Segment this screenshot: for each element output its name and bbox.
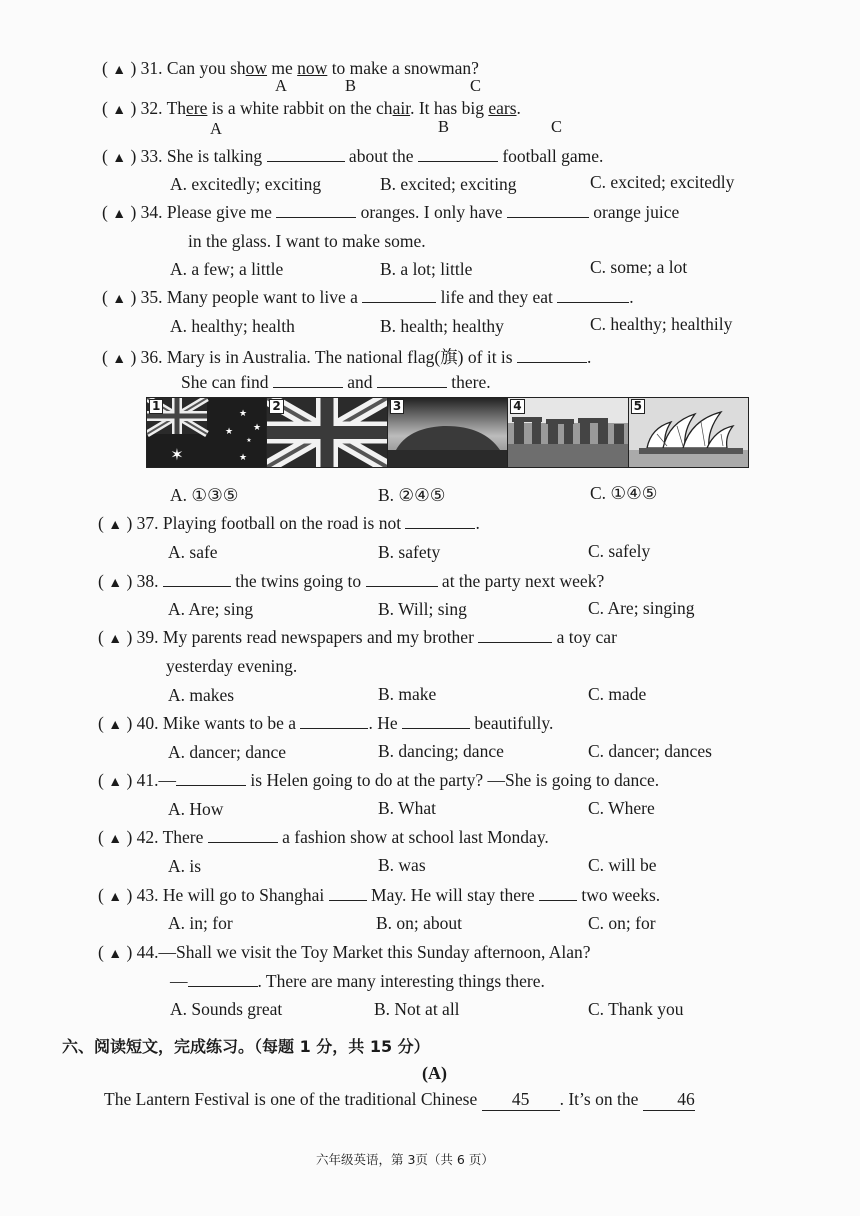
- option-b: B. health; healthy: [380, 316, 504, 336]
- option-c: C. Thank you: [588, 999, 684, 1019]
- question-39-line2: yesterday evening.: [166, 656, 298, 676]
- answer-triangle: ▲: [108, 947, 123, 962]
- option-b: B. on; about: [376, 913, 463, 933]
- answer-triangle: ▲: [112, 352, 127, 367]
- letter-a: A: [275, 76, 287, 95]
- option-c: C. dancer; dances: [588, 741, 712, 761]
- uluru-picture: 3: [388, 398, 508, 467]
- answer-triangle: ▲: [108, 718, 123, 733]
- option-a: A. excitedly; exciting: [170, 174, 322, 194]
- option-c: C. Are; singing: [588, 598, 695, 618]
- answer-blank: [176, 771, 246, 786]
- option-c: C. made: [588, 684, 647, 704]
- answer-blank: [163, 572, 231, 587]
- answer-blank: [418, 147, 498, 162]
- page-footer: 六年级英语，第 3页（共 6 页）: [316, 1152, 494, 1167]
- answer-blank: [273, 373, 343, 388]
- svg-text:✶: ✶: [170, 447, 184, 464]
- question-36: ( ▲ ) 36. Mary is in Australia. The national flag(旗) of it is .: [102, 347, 592, 367]
- answer-blank: [377, 373, 447, 388]
- uluru-rock-icon: [388, 398, 508, 467]
- option-c: C. excited; excitedly: [590, 172, 735, 192]
- option-c: C. on; for: [588, 913, 656, 933]
- option-b: B. Not at all: [374, 999, 460, 1019]
- letter-c: C: [551, 117, 563, 136]
- question-38: ( ▲ ) 38. the twins going to at the party next week?: [98, 571, 605, 591]
- question-42: ( ▲ ) 42. There a fashion show at school last Monday.: [98, 827, 549, 847]
- sydney-opera-house-icon: [629, 398, 748, 467]
- answer-blank: [402, 714, 470, 729]
- answer-blank: [517, 348, 587, 363]
- option-a: A. Sounds great: [170, 999, 283, 1019]
- svg-text:★: ★: [252, 422, 262, 432]
- question-35: ( ▲ ) 35. Many people want to live a life and they eat .: [102, 287, 634, 307]
- question-43: ( ▲ ) 43. He will go to Shanghai May. He will stay there two weeks.: [98, 885, 661, 905]
- section-heading: 六、阅读短文，完成练习。（每题 1 分，共 15 分）: [62, 1037, 430, 1056]
- option-b: B. Will; sing: [378, 599, 467, 619]
- question-44-line2: — . There are many interesting things there.: [170, 971, 545, 991]
- option-a: A. ①③⑤: [170, 485, 239, 505]
- answer-blank: [405, 514, 475, 529]
- australia-flag-picture: 1 ✶ ★ ★ ★ ★ ★: [147, 398, 267, 467]
- question-31: ( ▲ ) 31. Can you show me now to make a snowman?: [102, 58, 479, 78]
- question-34: ( ▲ ) 34. Please give me oranges. I only have orange juice: [102, 202, 680, 222]
- question-36-line2: She can find and there.: [181, 372, 491, 392]
- passage-line: The Lantern Festival is one of the traditional Chinese 45 . It’s on the 46: [104, 1089, 695, 1109]
- answer-triangle: ▲: [112, 292, 127, 307]
- stonehenge-icon: [508, 398, 628, 467]
- answer-triangle: ▲: [108, 576, 123, 591]
- picture-strip: [146, 397, 749, 468]
- option-a: A. How: [168, 799, 224, 819]
- letter-b: B: [345, 76, 357, 95]
- answer-blank: [362, 288, 436, 303]
- option-b: B. a lot; little: [380, 259, 473, 279]
- question-32: ( ▲ ) 32. There is a white rabbit on the chair. It has big ears.: [102, 98, 521, 118]
- answer-triangle: ▲: [108, 632, 123, 647]
- question-40: ( ▲ ) 40. Mike wants to be a . He beautifully.: [98, 713, 554, 733]
- question-41: ( ▲ ) 41.— is Helen going to do at the party? —She is going to dance.: [98, 770, 660, 790]
- answer-triangle: ▲: [112, 207, 127, 222]
- question-37: ( ▲ ) 37. Playing football on the road is not .: [98, 513, 480, 533]
- blank-46: 46: [643, 1089, 695, 1111]
- question-34-line2: in the glass. I want to make some.: [188, 231, 426, 251]
- option-c: C. will be: [588, 855, 657, 875]
- answer-blank: [300, 714, 368, 729]
- option-a: A. dancer; dance: [168, 742, 287, 762]
- option-a: A. Are; sing: [168, 599, 254, 619]
- option-a: A. makes: [168, 685, 235, 705]
- svg-text:★: ★: [238, 452, 248, 462]
- answer-blank: [329, 886, 367, 901]
- answer-blank: [267, 147, 345, 162]
- answer-triangle: ▲: [112, 63, 127, 78]
- answer-blank: [366, 572, 438, 587]
- question-39: ( ▲ ) 39. My parents read newspapers and my brother a toy car: [98, 627, 617, 647]
- option-a: A. in; for: [168, 913, 233, 933]
- uk-flag-picture: 2: [267, 398, 387, 467]
- option-b: B. What: [378, 798, 437, 818]
- answer-triangle: ▲: [108, 890, 123, 905]
- option-b: B. excited; exciting: [380, 174, 517, 194]
- option-a: A. safe: [168, 542, 218, 562]
- svg-text:★: ★: [246, 438, 252, 444]
- answer-blank: [557, 288, 629, 303]
- answer-triangle: ▲: [108, 775, 123, 790]
- option-c: C. safely: [588, 541, 651, 561]
- letter-a: A: [210, 119, 222, 138]
- blank-45: 45: [482, 1089, 560, 1111]
- answer-blank: [188, 972, 258, 987]
- option-c: C. some; a lot: [590, 257, 688, 277]
- answer-triangle: ▲: [112, 151, 127, 166]
- question-33: ( ▲ ) 33. She is talking about the football game.: [102, 146, 604, 166]
- option-c: C. Where: [588, 798, 655, 818]
- answer-triangle: ▲: [108, 832, 123, 847]
- option-b: B. make: [378, 684, 437, 704]
- letter-b: B: [438, 117, 450, 136]
- option-b: B. safety: [378, 542, 441, 562]
- option-c: C. healthy; healthily: [590, 314, 733, 334]
- option-c: C. ①④⑤: [590, 483, 658, 503]
- option-a: A. is: [168, 856, 202, 876]
- australia-flag-icon: [147, 398, 267, 467]
- answer-triangle: ▲: [108, 518, 123, 533]
- option-b: B. ②④⑤: [378, 485, 446, 505]
- stonehenge-picture: 4: [508, 398, 628, 467]
- option-b: B. was: [378, 855, 426, 875]
- answer-triangle: ▲: [112, 103, 127, 118]
- option-a: A. healthy; health: [170, 316, 295, 336]
- answer-blank: [478, 628, 552, 643]
- answer-blank: [276, 203, 356, 218]
- answer-blank: [539, 886, 577, 901]
- answer-blank: [507, 203, 589, 218]
- svg-text:★: ★: [224, 426, 234, 436]
- passage-label: (A): [422, 1063, 447, 1083]
- svg-text:★: ★: [238, 408, 248, 418]
- option-a: A. a few; a little: [170, 259, 284, 279]
- opera-house-picture: 5: [629, 398, 748, 467]
- letter-c: C: [470, 76, 482, 95]
- question-44: ( ▲ ) 44.—Shall we visit the Toy Market this Sunday afternoon, Alan?: [98, 942, 591, 962]
- option-b: B. dancing; dance: [378, 741, 504, 761]
- paren: (: [102, 58, 108, 78]
- answer-blank: [208, 828, 278, 843]
- union-jack-icon: [267, 398, 387, 467]
